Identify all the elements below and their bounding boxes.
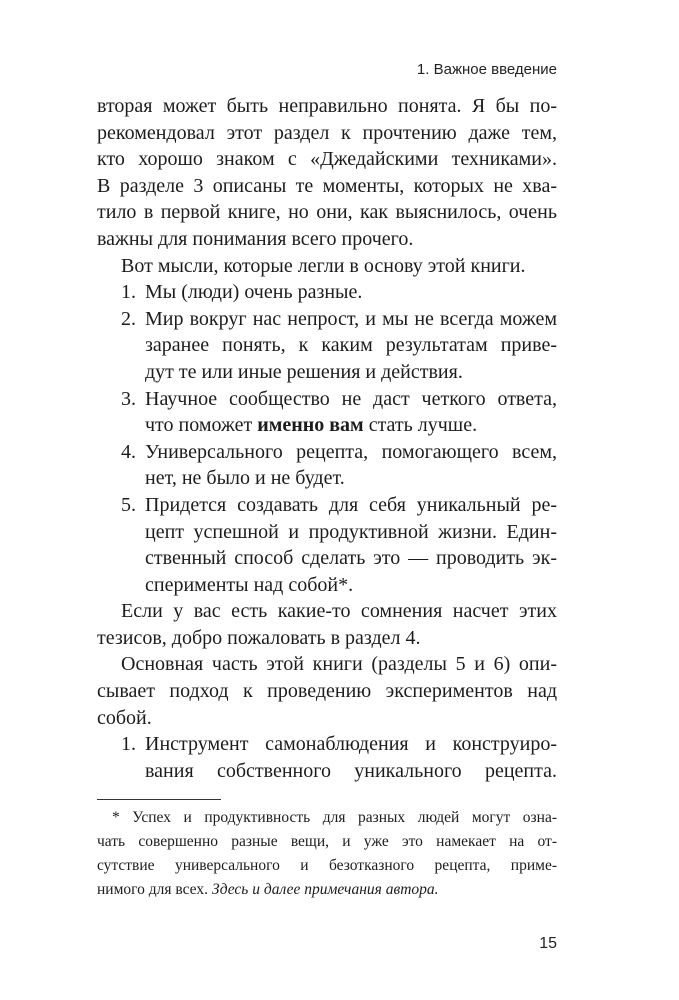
main-text xyxy=(97,93,557,784)
footnote-line: * Успех и продуктивность для разных людей могут озна- xyxy=(112,809,557,826)
list-number: 4. xyxy=(121,440,136,463)
approach-list xyxy=(97,731,557,784)
text-line: цепт успешной и продуктивной жизни. Един- xyxy=(145,520,557,543)
footnote-divider xyxy=(97,799,221,800)
list-number: 3. xyxy=(121,387,136,410)
footnote-line xyxy=(97,878,557,902)
text-line: кто хорошо знаком с «Джедайскими техниками». xyxy=(97,148,557,171)
italic-note: Здесь и далее примечания автора. xyxy=(211,881,439,898)
list-number: 5. xyxy=(121,493,136,516)
text-line: В разделе 3 описаны те моменты, которых не хва- xyxy=(97,174,557,197)
text-line: нет, не было и не будет. xyxy=(145,467,345,490)
text-line: Вот мысли, которые легли в основу этой книги. xyxy=(121,254,526,277)
text-segment: стать лучше. xyxy=(363,414,478,437)
text-line: собой. xyxy=(97,706,152,729)
text-line: ственный способ сделать это — проводить эк- xyxy=(145,547,557,570)
text-line: Мир вокруг нас непрост, и мы не всегда можем xyxy=(145,307,557,330)
text-line: заранее понять, к каким результатам приве- xyxy=(145,334,557,357)
text-line: Основная часть этой книги (разделы 5 и 6) опи- xyxy=(121,653,557,676)
text-line: вания собственного уникального рецепта. xyxy=(145,759,557,782)
list-item xyxy=(97,731,557,784)
list-number: 1. xyxy=(121,733,136,756)
text-line: Универсального рецепта, помогающего всем, xyxy=(145,440,557,463)
text-line: Научное сообщество не даст четкого ответа, xyxy=(145,387,557,410)
text-segment: что поможет xyxy=(145,414,258,437)
paragraph-main-part xyxy=(97,651,557,731)
thesis-list xyxy=(97,279,557,598)
footnote-line: чать совершенно разные вещи, и уже это намекает на от- xyxy=(97,833,557,850)
footnote-line: сутствие универсального и безотказного рецепта, приме- xyxy=(97,857,557,874)
text-line: Мы (люди) очень разные. xyxy=(145,281,363,304)
text-line: Придется создавать для себя уникальный ре- xyxy=(145,493,557,516)
list-item xyxy=(97,306,557,386)
text-line: Инструмент самонаблюдения и конструиро- xyxy=(145,733,557,756)
running-header: 1. Важное введение xyxy=(416,61,557,78)
list-number: 1. xyxy=(121,281,136,304)
text-line: вторая может быть неправильно понята. Я бы по- xyxy=(97,95,557,117)
list-item xyxy=(97,279,557,306)
text-line: сперименты над собой*. xyxy=(145,573,354,596)
text-line: дут те или иные решения и действия. xyxy=(145,360,463,383)
list-item xyxy=(97,439,557,492)
page-number: 15 xyxy=(539,935,557,952)
paragraph-doubts xyxy=(97,598,557,651)
footnote xyxy=(97,806,557,902)
text-line xyxy=(145,412,557,439)
list-number: 2. xyxy=(121,307,136,330)
text-line: тезисов, добро пожаловать в раздел 4. xyxy=(97,626,421,649)
paragraph-continuation xyxy=(97,93,557,253)
text-line: Если у вас есть какие-то сомнения насчет этих xyxy=(121,600,557,623)
text-line: рекомендовал этот раздел к прочтению даже тем, xyxy=(97,121,557,144)
paragraph-thesis-intro xyxy=(97,253,557,280)
text-line: тило в первой книге, но они, как выяснилось, очень xyxy=(97,201,557,224)
bold-emphasis: именно вам xyxy=(257,414,364,437)
list-item xyxy=(97,386,557,439)
text-segment: нимого для всех. xyxy=(97,881,212,898)
list-item xyxy=(97,492,557,598)
text-line: сывает подход к проведению экспериментов над xyxy=(97,680,557,703)
text-line: важны для понимания всего прочего. xyxy=(97,227,414,250)
